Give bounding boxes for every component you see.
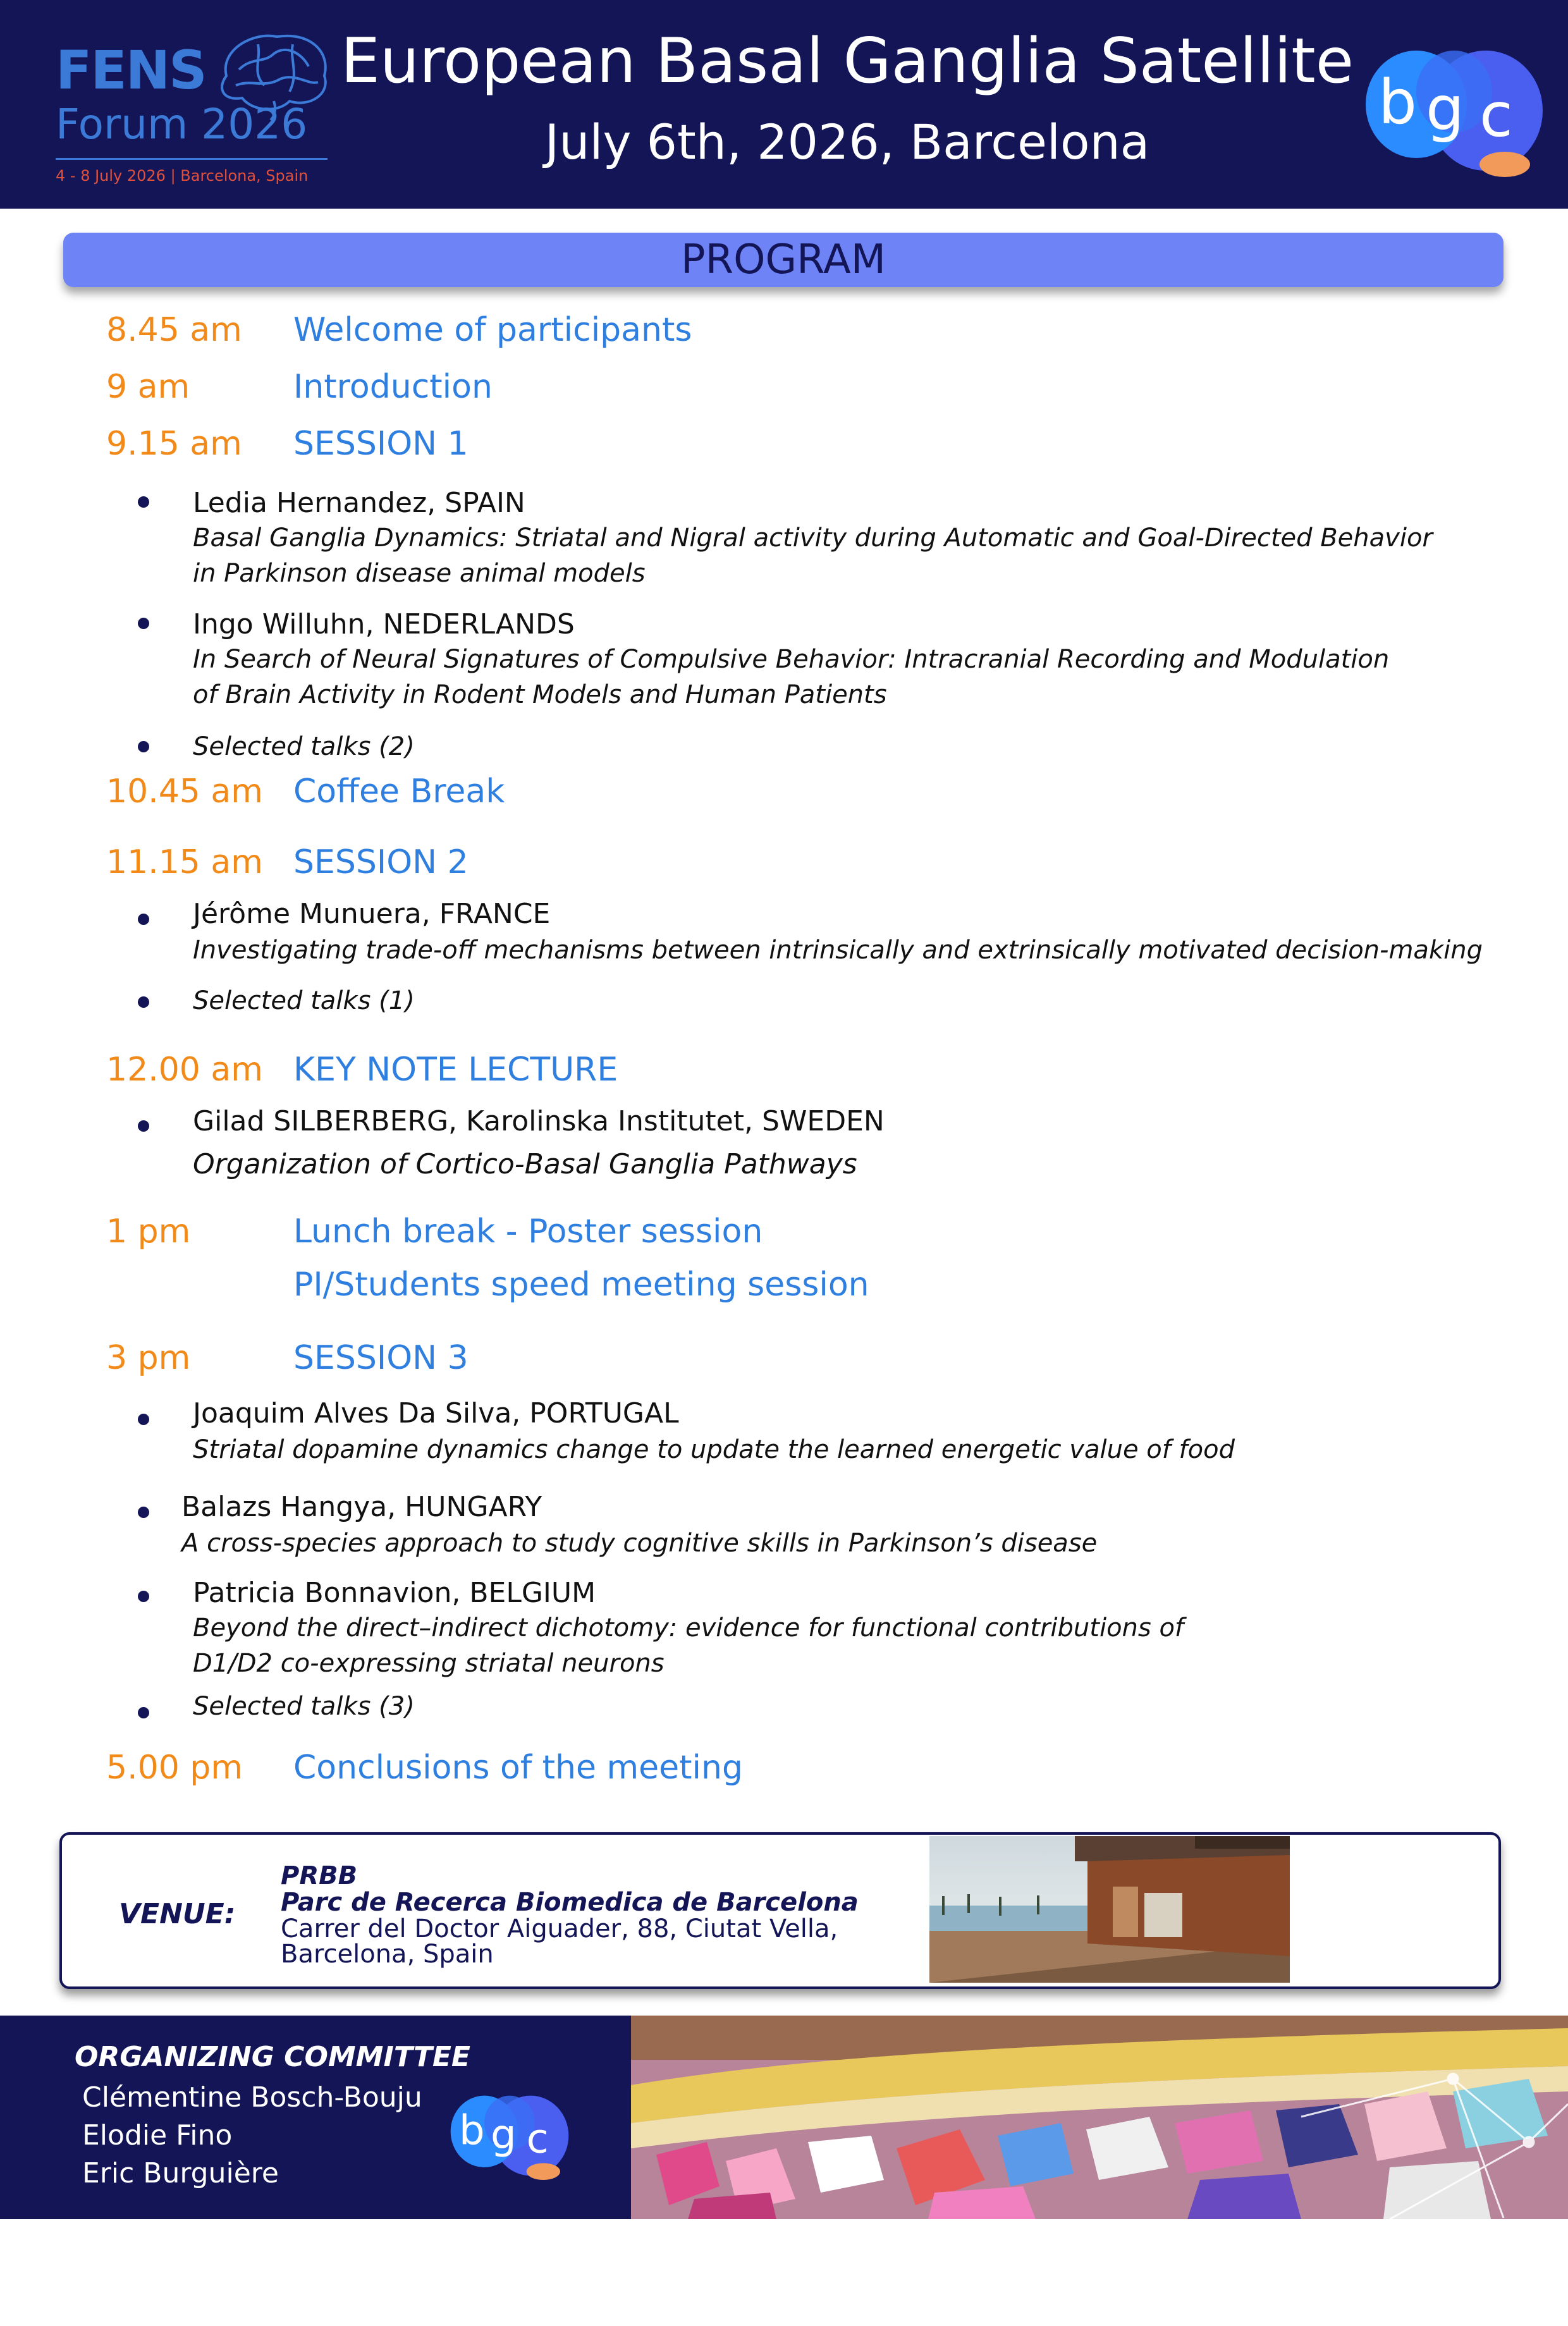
- fens-forum: Forum 2026: [56, 100, 308, 149]
- bullet-icon: [138, 496, 149, 508]
- schedule-time: 11.15 am: [106, 843, 263, 881]
- mosaic-photo: [631, 2016, 1568, 2219]
- bullet-icon: [138, 1707, 149, 1718]
- schedule-label: SESSION 2: [293, 843, 469, 881]
- bullet-icon: [138, 996, 149, 1008]
- speaker-name: Ledia Hernandez, SPAIN: [193, 487, 525, 519]
- talk-title: A cross-species approach to study cognitive skills in Parkinson’s disease: [181, 1529, 1098, 1558]
- schedule-time: 9.15 am: [106, 425, 242, 463]
- committee-member: Clémentine Bosch-Bouju: [82, 2081, 422, 2114]
- committee-member: Eric Burguière: [82, 2157, 279, 2189]
- schedule-label: Coffee Break: [293, 773, 505, 811]
- bgc-logo: [1359, 35, 1549, 187]
- bullet-icon: [138, 741, 149, 752]
- bullet-icon: [138, 1591, 149, 1602]
- bullet-icon: [138, 1414, 149, 1425]
- organizing-committee-title: ORGANIZING COMMITTEE: [75, 2041, 470, 2073]
- schedule-label: SESSION 1: [293, 425, 469, 463]
- schedule-label: Welcome of participants: [293, 311, 692, 349]
- bullet-icon: [138, 1507, 149, 1518]
- speaker-name: Jérôme Munuera, FRANCE: [193, 898, 551, 930]
- talk-title: In Search of Neural Signatures of Compulsive Behavior: Intracranial Recording and Modulation: [193, 645, 1390, 674]
- fens-dates: 4 - 8 July 2026 | Barcelona, Spain: [56, 167, 309, 185]
- schedule-label: PI/Students speed meeting session: [293, 1266, 869, 1304]
- talk-title: D1/D2 co-expressing striatal neurons: [193, 1649, 665, 1678]
- committee-member: Elodie Fino: [82, 2119, 233, 2152]
- venue-box: [59, 1832, 1501, 1989]
- schedule-time: 8.45 am: [106, 311, 242, 349]
- schedule-label: Lunch break - Poster session: [293, 1213, 763, 1251]
- selected-talks: Selected talks (2): [193, 732, 415, 761]
- schedule-time: 3 pm: [106, 1339, 191, 1377]
- page-footer: [0, 2016, 1568, 2219]
- venue-label: VENUE:: [119, 1898, 236, 1930]
- venue-short-name: PRBB: [281, 1861, 358, 1890]
- schedule-time: 10.45 am: [106, 773, 263, 811]
- talk-title: Striatal dopamine dynamics change to update the learned energetic value of food: [193, 1435, 1235, 1464]
- logo-letter-b: b: [1378, 67, 1417, 138]
- logo-letter-c: c: [1479, 80, 1513, 150]
- schedule-time: 12.00 am: [106, 1051, 263, 1089]
- fens-divider: [56, 158, 328, 160]
- schedule-label: SESSION 3: [293, 1339, 469, 1377]
- logo-letter-g: g: [491, 2112, 517, 2158]
- fens-title: FENS: [56, 39, 206, 101]
- bgc-logo: [446, 2085, 573, 2186]
- selected-talks: Selected talks (1): [193, 986, 415, 1015]
- schedule-label: Conclusions of the meeting: [293, 1749, 743, 1787]
- talk-title: Investigating trade-off mechanisms between intrinsically and extrinsically motivated decision-making: [193, 936, 1483, 965]
- venue-photo: [929, 1836, 1290, 1983]
- venue-city: Barcelona, Spain: [281, 1940, 494, 1969]
- page-header: [0, 0, 1568, 209]
- speaker-name: Gilad SILBERBERG, Karolinska Institutet, SWEDEN: [193, 1105, 885, 1137]
- bullet-icon: [138, 914, 149, 925]
- fens-logo: [56, 25, 334, 190]
- logo-letter-g: g: [1426, 73, 1464, 144]
- logo-letter-b: b: [459, 2107, 485, 2155]
- speaker-name: Balazs Hangya, HUNGARY: [181, 1491, 542, 1523]
- venue-address: Carrer del Doctor Aiguader, 88, Ciutat Vella,: [281, 1914, 838, 1943]
- selected-talks: Selected talks (3): [193, 1692, 415, 1721]
- speaker-name: Ingo Willuhn, NEDERLANDS: [193, 608, 575, 640]
- talk-title: of Brain Activity in Rodent Models and Human Patients: [193, 680, 887, 709]
- schedule-time: 9 am: [106, 368, 190, 406]
- schedule-label: KEY NOTE LECTURE: [293, 1051, 618, 1089]
- venue-full-name: Parc de Recerca Biomedica de Barcelona: [281, 1888, 859, 1917]
- program-heading: PROGRAM: [63, 233, 1504, 287]
- talk-title: in Parkinson disease animal models: [193, 559, 646, 588]
- speaker-name: Patricia Bonnavion, BELGIUM: [193, 1577, 596, 1609]
- schedule-time: 5.00 pm: [106, 1749, 243, 1787]
- logo-letter-c: c: [526, 2115, 549, 2163]
- page-subtitle: July 6th, 2026, Barcelona: [544, 114, 1150, 170]
- talk-title: Beyond the direct–indirect dichotomy: evidence for functional contributions of: [193, 1613, 1184, 1643]
- schedule-time: 1 pm: [106, 1213, 191, 1251]
- page-title: European Basal Ganglia Satellite: [340, 25, 1354, 97]
- talk-title: Organization of Cortico-Basal Ganglia Pathways: [193, 1148, 857, 1180]
- talk-title: Basal Ganglia Dynamics: Striatal and Nigral activity during Automatic and Goal-Directed Behavior: [193, 523, 1433, 553]
- schedule-label: Introduction: [293, 368, 493, 406]
- bullet-icon: [138, 1120, 149, 1132]
- speaker-name: Joaquim Alves Da Silva, PORTUGAL: [193, 1397, 679, 1429]
- bullet-icon: [138, 618, 149, 629]
